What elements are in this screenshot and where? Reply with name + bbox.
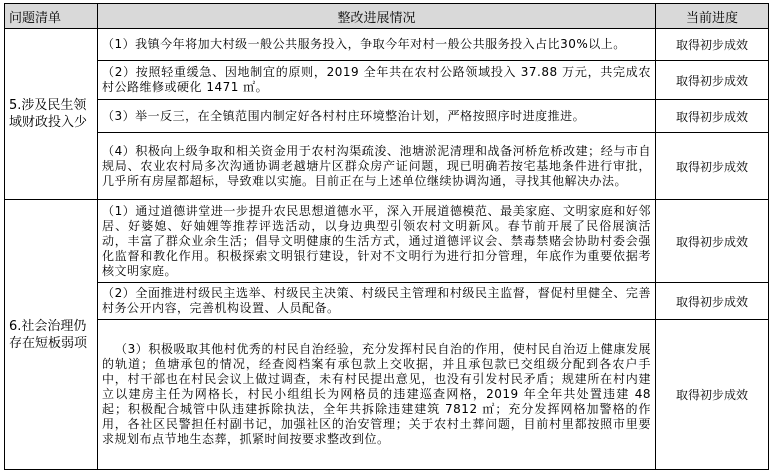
table-row xyxy=(5,100,769,133)
description-cell: （2）按照轻重缓急、因地制宜的原则，2019 全年共在农村公路领域投入 37.88 万元，共完成农村公路维修或硬化 1471 ㎡。 xyxy=(98,61,656,100)
table-row xyxy=(5,29,769,61)
description-cell: （2）全面推进村级民主选举、村级民主决策、村级民主管理和村级民主监督，督促村里健全、完善村务公开内容，完善机构设置、人员配备。 xyxy=(98,283,656,320)
table-row xyxy=(5,133,769,200)
description-cell: （3）举一反三，在全镇范围内制定好各村村庄环境整治计划，严格按照序时进度推进。 xyxy=(98,100,656,133)
issue-cell-6: 6.社会治理仍存在短板弱项 xyxy=(5,200,98,470)
issue-cell-5: 5.涉及民生领域财政投入少 xyxy=(5,29,98,200)
progress-cell: 取得初步成效 xyxy=(656,283,769,320)
header-row xyxy=(5,4,769,29)
table-row xyxy=(5,61,769,100)
header-issue: 问题清单 xyxy=(5,4,98,29)
progress-cell: 取得初步成效 xyxy=(656,100,769,133)
header-description: 整改进展情况 xyxy=(98,4,656,29)
table-row xyxy=(5,200,769,283)
progress-cell: 取得初步成效 xyxy=(656,200,769,283)
progress-cell: 取得初步成效 xyxy=(656,61,769,100)
description-cell: （1）我镇今年将加大村级一般公共服务投入，争取今年对村一般公共服务投入占比30%以上。 xyxy=(98,29,656,61)
description-cell: （3）积极吸取其他村优秀的村民自治经验，充分发挥村民自治的作用，使村民自治迈上健康发展的轨道；鱼塘承包的情况，经查阅档案有承包款上交收据，并且承包款已交组级分配到各农户手中，村干部也在村民会议上做过调查，未有村民提出意见，也没有引发村民矛盾；规建所在村内建立以建房主任为网格长，村民小组组长为网格员的违建巡查网格，2019 年全年共处置违建 48 起；积极配合城管中队违建拆除执法，全年共拆除违建建筑 7812 ㎡；充分发挥网格加警格的作用，各社区民警担任村副书记，加强社区的治安管理；关于农村土葬问题，目前村里都按照市里要求规划布点节地生态葬，抓紧时间按要求整改到位。 xyxy=(98,320,656,470)
description-cell: （1）通过道德讲堂进一步提升农民思想道德水平，深入开展道德模范、最美家庭、文明家庭和好邻居、好婆媳、好妯娌等推荐评选活动，以身边典型引领农村文明新风。春节前开展了民俗展演活动，丰富了群众业余生活；倡导文明健康的生活方式，通过道德评议会、禁毒禁赌会协助村委会强化监督和教化作用。积极探索文明银行建设，针对不文明行为进行扣分管理，年底作为重要依据考核文明家庭。 xyxy=(98,200,656,283)
description-cell: （4）积极向上级争取和相关资金用于农村沟渠疏浚、池塘淤泥清理和战备河桥危桥改建；经与市自规局、农业农村局多次沟通协调老越塘片区群众房产证问题，现已明确若按宅基地条件进行审批，几乎所有房屋都超标，导致难以实施。目前正在与上述单位继续协调沟通，寻找其他解决办法。 xyxy=(98,133,656,200)
rectification-progress-table xyxy=(4,3,769,470)
progress-cell: 取得初步成效 xyxy=(656,320,769,470)
header-progress: 当前进度 xyxy=(656,4,769,29)
progress-cell: 取得初步成效 xyxy=(656,133,769,200)
table-row xyxy=(5,283,769,320)
progress-cell: 取得初步成效 xyxy=(656,29,769,61)
table-row xyxy=(5,320,769,470)
